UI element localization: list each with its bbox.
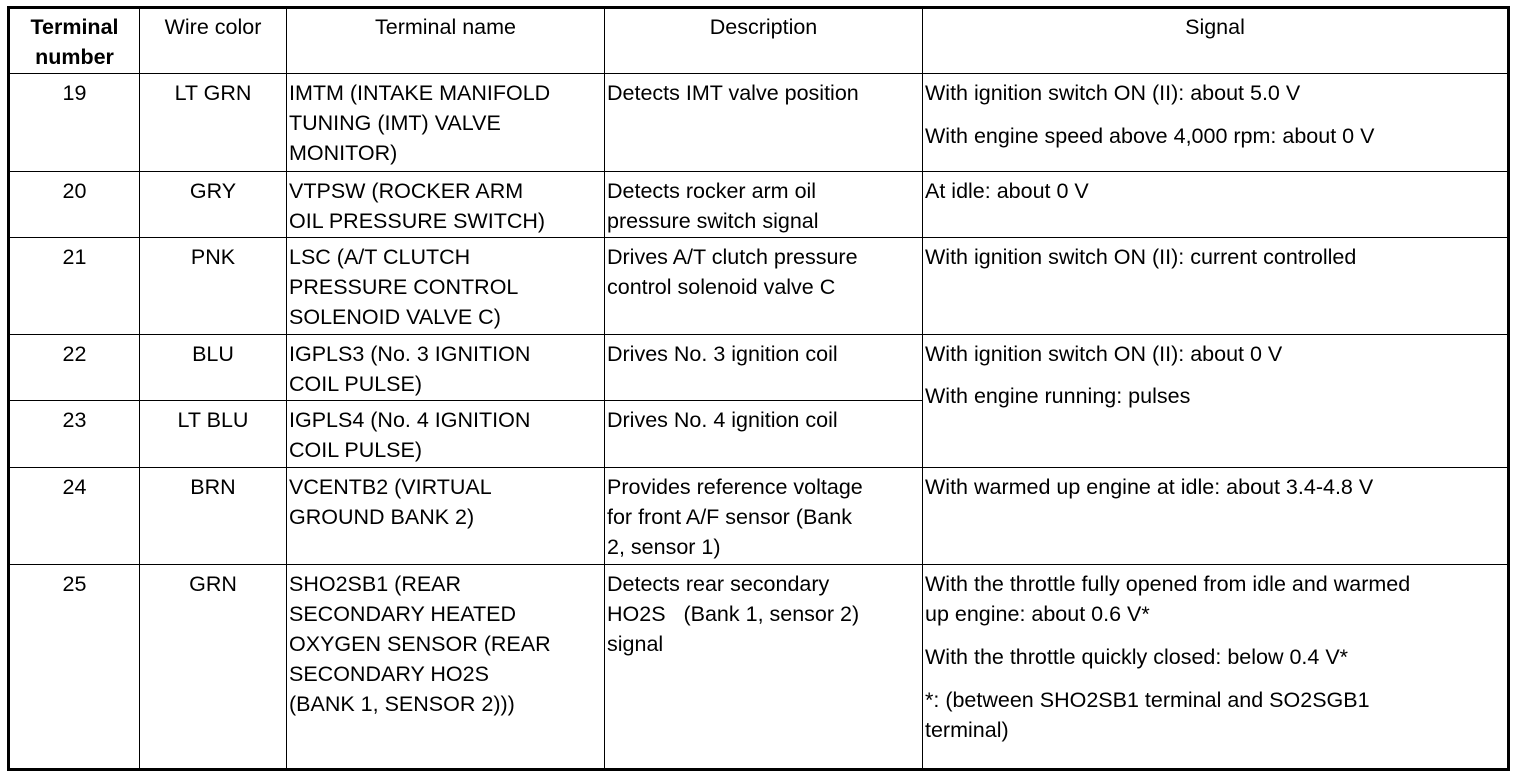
signal-line: With ignition switch ON (II): about 5.0 V <box>925 81 1301 105</box>
description-line: Drives A/T clutch pressure <box>607 245 858 269</box>
signal-line: With engine running: pulses <box>925 384 1191 408</box>
terminal-name-line: PRESSURE CONTROL <box>289 275 519 299</box>
terminal-name-cell <box>287 468 605 565</box>
wire-color-cell: BLU <box>140 335 287 401</box>
terminal-name-cell <box>287 238 605 335</box>
header-signal: Signal <box>923 8 1509 74</box>
signal-line: At idle: about 0 V <box>925 179 1089 203</box>
description-cell <box>605 335 923 401</box>
terminal-name-line: TUNING (IMT) VALVE <box>289 111 501 135</box>
signal-cell <box>923 172 1509 238</box>
signal-cell <box>923 74 1509 172</box>
signal-cell <box>923 565 1509 770</box>
description-line: Provides reference voltage <box>607 475 863 499</box>
signal-line: With ignition switch ON (II): about 0 V <box>925 342 1283 366</box>
terminal-number-cell: 20 <box>9 172 140 238</box>
signal-line: *: (between SHO2SB1 terminal and SO2SGB1 <box>925 688 1370 712</box>
header-terminal-name: Terminal name <box>287 8 605 74</box>
header-terminal-number-line: Terminal <box>30 15 119 39</box>
terminal-name-line: VTPSW (ROCKER ARM <box>289 179 524 203</box>
description-line: HO2S (Bank 1, sensor 2) <box>607 602 860 626</box>
terminal-name-cell <box>287 565 605 770</box>
terminal-name-line: GROUND BANK 2) <box>289 505 475 529</box>
table-row <box>9 172 1509 238</box>
signal-line: With engine speed above 4,000 rpm: about 0 V <box>925 124 1375 148</box>
terminal-name-line: MONITOR) <box>289 141 398 165</box>
terminal-name-line: SOLENOID VALVE C) <box>289 305 501 329</box>
terminal-name-line: IGPLS4 (No. 4 IGNITION <box>289 408 531 432</box>
terminal-name-line: OXYGEN SENSOR (REAR <box>289 632 551 656</box>
description-line: signal <box>607 632 664 656</box>
description-cell <box>605 238 923 335</box>
terminal-name-line: LSC (A/T CLUTCH <box>289 245 471 269</box>
wire-color-cell: PNK <box>140 238 287 335</box>
signal-line: With the throttle quickly closed: below 0.4 V* <box>925 645 1349 669</box>
terminal-name-line: IGPLS3 (No. 3 IGNITION <box>289 342 531 366</box>
terminal-name-cell <box>287 74 605 172</box>
signal-cell <box>923 468 1509 565</box>
terminal-name-line: SECONDARY HEATED <box>289 602 516 626</box>
terminal-name-line: OIL PRESSURE SWITCH) <box>289 209 546 233</box>
wire-color-cell: LT GRN <box>140 74 287 172</box>
description-line: Detects rocker arm oil <box>607 179 817 203</box>
table-row <box>9 74 1509 172</box>
terminal-name-line: SHO2SB1 (REAR <box>289 572 462 596</box>
terminal-name-line: COIL PULSE) <box>289 438 423 462</box>
header-terminal-number <box>9 8 140 74</box>
signal-cell <box>923 238 1509 335</box>
terminal-number-cell: 22 <box>9 335 140 401</box>
terminal-name-cell <box>287 401 605 468</box>
description-line: Drives No. 4 ignition coil <box>607 408 838 432</box>
terminal-name-cell <box>287 172 605 238</box>
table-row <box>9 565 1509 770</box>
signal-paragraph <box>925 685 1505 745</box>
description-line: Detects IMT valve position <box>607 81 859 105</box>
signal-line: terminal) <box>925 718 1009 742</box>
header-terminal-number-line: number <box>35 45 114 69</box>
description-cell <box>605 565 923 770</box>
terminal-number-cell: 19 <box>9 74 140 172</box>
wire-color-cell: GRN <box>140 565 287 770</box>
terminal-number-cell: 21 <box>9 238 140 335</box>
description-cell <box>605 468 923 565</box>
terminal-name-cell <box>287 335 605 401</box>
terminal-name-line: IMTM (INTAKE MANIFOLD <box>289 81 551 105</box>
description-line: pressure switch signal <box>607 209 819 233</box>
signal-paragraph <box>925 569 1505 629</box>
description-line: for front A/F sensor (Bank <box>607 505 852 529</box>
terminal-number-cell: 24 <box>9 468 140 565</box>
table-row <box>9 468 1509 565</box>
signal-line: up engine: about 0.6 V* <box>925 602 1150 626</box>
terminal-name-line: (BANK 1, SENSOR 2))) <box>289 692 515 716</box>
signal-cell <box>923 335 1509 468</box>
wire-color-cell: BRN <box>140 468 287 565</box>
description-cell <box>605 172 923 238</box>
header-row <box>9 8 1509 74</box>
signal-line: With the throttle fully opened from idle and warmed <box>925 572 1411 596</box>
wire-color-cell: GRY <box>140 172 287 238</box>
terminal-table <box>7 6 1510 771</box>
signal-line: With warmed up engine at idle: about 3.4-4.8 V <box>925 475 1374 499</box>
terminal-name-line: SECONDARY HO2S <box>289 662 489 686</box>
terminal-number-cell: 25 <box>9 565 140 770</box>
description-cell <box>605 74 923 172</box>
header-wire-color: Wire color <box>140 8 287 74</box>
header-description: Description <box>605 8 923 74</box>
description-line: Drives No. 3 ignition coil <box>607 342 838 366</box>
description-line: Detects rear secondary <box>607 572 830 596</box>
description-line: 2, sensor 1) <box>607 535 721 559</box>
description-line: control solenoid valve C <box>607 275 836 299</box>
wire-color-cell: LT BLU <box>140 401 287 468</box>
signal-paragraph <box>925 642 1505 672</box>
terminal-number-cell: 23 <box>9 401 140 468</box>
signal-line: With ignition switch ON (II): current controlled <box>925 245 1357 269</box>
terminal-name-line: COIL PULSE) <box>289 372 423 396</box>
terminal-name-line: VCENTB2 (VIRTUAL <box>289 475 492 499</box>
table-row <box>9 238 1509 335</box>
table-row <box>9 335 1509 401</box>
description-cell <box>605 401 923 468</box>
